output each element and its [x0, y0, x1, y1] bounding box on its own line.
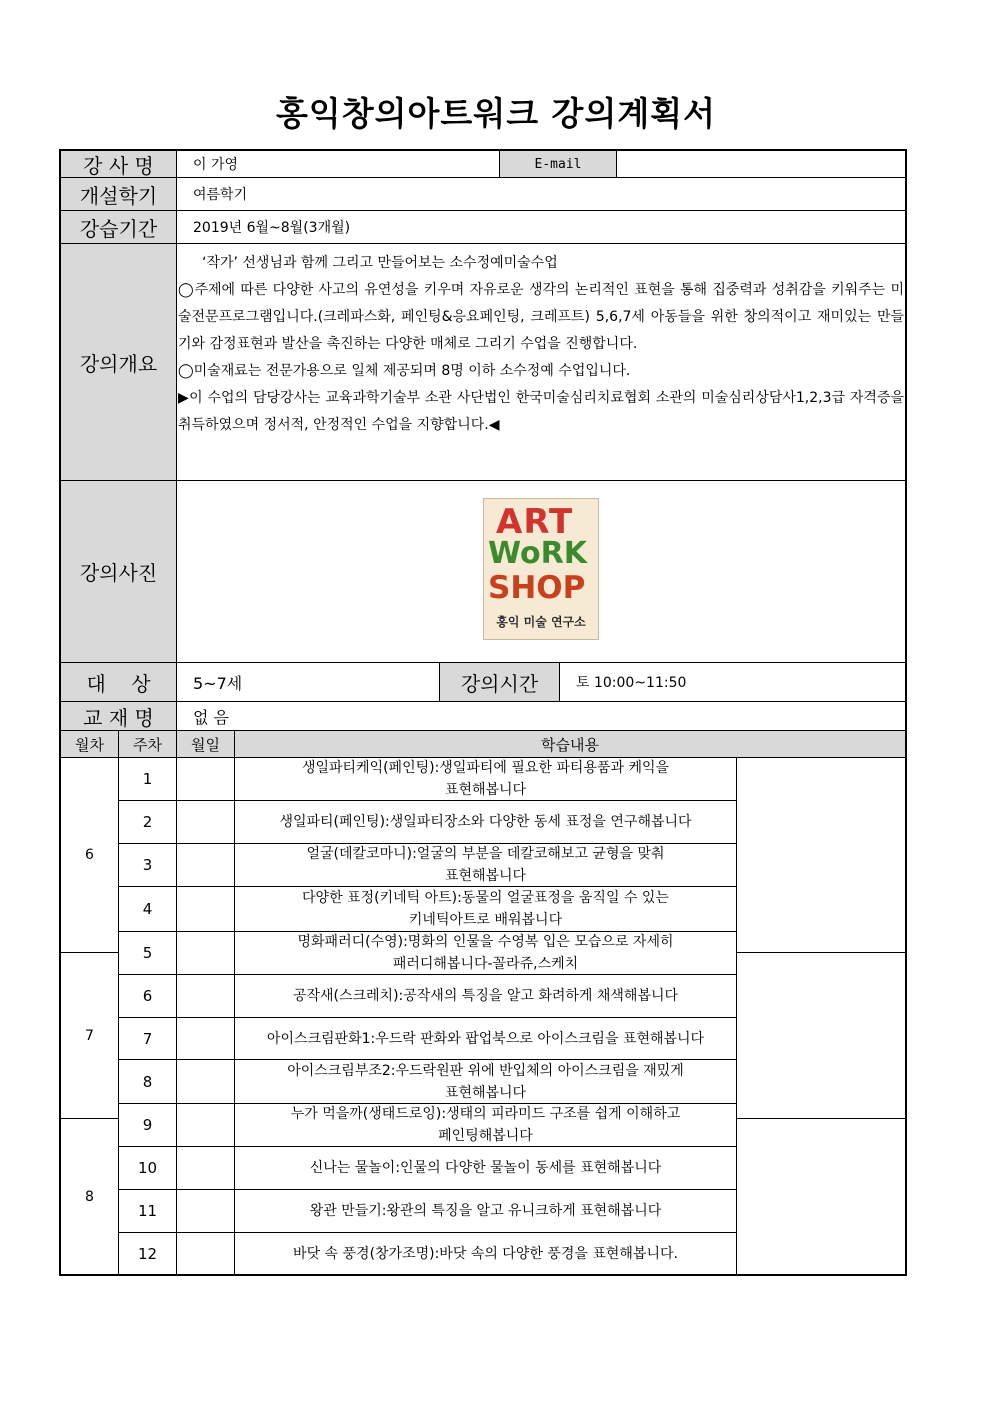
week-content [234, 800, 737, 844]
overview-line-1: ‘작가’ 선생님과 함께 그리고 만들어보는 소수정예미술수업 [202, 255, 558, 271]
week-date [176, 886, 235, 932]
page-title: 홍익창의아트워크 강의계획서 [276, 94, 716, 133]
target-label: 대 상 [60, 662, 177, 702]
week-content [234, 931, 737, 975]
week-content-line: 표현해봅니다 [444, 868, 527, 884]
week-content-line: 명화패러디(수영):명화의 인물을 수영복 입은 모습으로 자세히 [297, 934, 674, 950]
overview-line-3: ◯미술재료는 전문가용으로 일체 제공되며 8명 이하 소수정예 수업입니다. [178, 363, 631, 379]
week-content-line: 표현해봅니다 [444, 1084, 527, 1101]
week-date [176, 1017, 235, 1060]
week-number: 8 [118, 1059, 177, 1104]
photo-label: 강의사진 [60, 480, 177, 663]
week-number: 6 [118, 974, 177, 1018]
instructor-value: 이 가영 [176, 150, 500, 178]
week-content [234, 1146, 737, 1190]
week-content-line: 생일파티케익(페인팅):생일파티에 필요한 파티용품과 케익을 [301, 760, 670, 776]
week-content-line: 키네틱아트로 배워봅니다 [408, 912, 563, 928]
week-date [176, 1059, 235, 1104]
week-date [176, 931, 235, 975]
week-date [176, 1103, 235, 1147]
semester-value: 여름학기 [176, 177, 906, 211]
schedule-header-month: 월차 [60, 730, 119, 758]
overview-label: 강의개요 [60, 243, 177, 481]
time-value: 토 10:00~11:50 [559, 662, 906, 702]
schedule-header-date: 월일 [176, 730, 235, 758]
month-cell: 7 [60, 952, 119, 1119]
email-value [616, 150, 906, 178]
week-content-line: 신나는 물놀이:인물의 다양한 물놀이 동세를 표현해봅니다 [309, 1160, 662, 1176]
week-content [234, 1017, 737, 1060]
week-date [176, 1189, 235, 1233]
period-label: 강습기간 [60, 210, 177, 244]
week-number: 4 [118, 886, 177, 932]
week-content-line: 누가 먹을까(생태드로잉):생태의 피라미드 구조를 쉽게 이해하고 [290, 1106, 681, 1122]
week-date [176, 800, 235, 844]
week-content [234, 886, 737, 932]
week-number: 11 [118, 1189, 177, 1233]
overview-text [178, 250, 904, 439]
week-date [176, 1232, 235, 1276]
week-number: 5 [118, 931, 177, 975]
schedule-header-week: 주차 [118, 730, 177, 758]
week-date [176, 974, 235, 1018]
week-content [234, 1232, 737, 1276]
week-number: 10 [118, 1146, 177, 1190]
email-label: E-mail [499, 150, 617, 178]
note-cell [736, 1118, 906, 1275]
week-content [234, 1189, 737, 1233]
week-content-line: 페인팅해봅니다 [438, 1128, 533, 1144]
week-number: 2 [118, 800, 177, 844]
week-date [176, 1146, 235, 1190]
logo-line-art: ART [496, 502, 574, 542]
semester-label: 개설학기 [60, 177, 177, 211]
week-content [234, 1059, 737, 1104]
week-content-line: 표현해봅니다 [444, 782, 527, 798]
logo-line-work: WoRK [488, 536, 587, 571]
week-number: 7 [118, 1017, 177, 1060]
note-cell [736, 952, 906, 1119]
note-cell [736, 757, 906, 953]
textbook-value: 없 음 [176, 701, 906, 731]
overview-line-4: ▶이 수업의 담당강사는 교육과학기술부 소관 사단법인 한국미술심리치료협회 소관의 미술심리상담사1,2,3급 자격증을 취득하였으며 정서적, 안정적인 수업을 지향합니다.◀ [178, 390, 904, 433]
week-date [176, 843, 235, 887]
week-content [234, 757, 737, 801]
art-workshop-logo [483, 498, 599, 640]
week-content-line: 생일파티(페인팅):생일파티장소와 다양한 동세 표정을 연구해봅니다 [279, 814, 692, 830]
target-value: 5~7세 [176, 662, 440, 702]
overview-line-2: ◯주제에 따른 다양한 사고의 유연성을 키우며 자유로운 생각의 논리적인 표현을 통해 집중력과 성취감을 키워주는 미술전문프로그램입니다.(크레파스화, 페인팅&응요페인팅, 크레프트) 5,6,7세 아동들을 위한 창의적이고 재미있는 만들기와 감정표현과 발산을 촉진하는 다양한 매체로 그리기 수업을 진행합니다. [178, 282, 904, 352]
week-content-line: 아이스크림판화1:우드락 판화와 팝업북으로 아이스크림을 표현해봅니다 [266, 1030, 705, 1047]
logo-line-shop: SHOP [488, 570, 586, 606]
logo-caption: 홍익 미술 연구소 [496, 615, 586, 629]
schedule-header-content: 학습내용 [234, 730, 906, 758]
month-cell: 8 [60, 1118, 119, 1275]
week-content-line: 왕관 만들기:왕관의 특징을 알고 유니크하게 표현해봅니다 [309, 1203, 662, 1219]
textbook-label: 교 재 명 [60, 701, 177, 731]
month-cell: 6 [60, 757, 119, 953]
week-date [176, 757, 235, 801]
period-value: 2019년 6월~8월(3개월) [176, 210, 906, 244]
time-label: 강의시간 [439, 662, 560, 702]
week-content-line: 패러디해봅니다-꼴라쥬,스케치 [392, 956, 579, 972]
week-content-line: 바닷 속 풍경(창가조명):바닷 속의 다양한 풍경을 표현해봅니다. [293, 1246, 678, 1262]
week-content-line: 공작새(스크레치):공작새의 특징을 알고 화려하게 채색해봅니다 [292, 988, 679, 1004]
instructor-label: 강 사 명 [60, 150, 177, 178]
week-number: 9 [118, 1103, 177, 1147]
week-number: 12 [118, 1232, 177, 1276]
week-content [234, 974, 737, 1018]
week-content-line: 아이스크림부조2:우드락원판 위에 반입체의 아이스크림을 재밌게 [287, 1062, 684, 1079]
week-number: 1 [118, 757, 177, 801]
week-content-line: 얼굴(데칼코마니):얼굴의 부분을 데칼코해보고 균형을 맞춰 [306, 846, 665, 862]
week-content [234, 1103, 737, 1147]
week-content-line: 다양한 표정(키네틱 아트):동물의 얼굴표정을 움직일 수 있는 [302, 890, 669, 906]
week-number: 3 [118, 843, 177, 887]
week-content [234, 843, 737, 887]
